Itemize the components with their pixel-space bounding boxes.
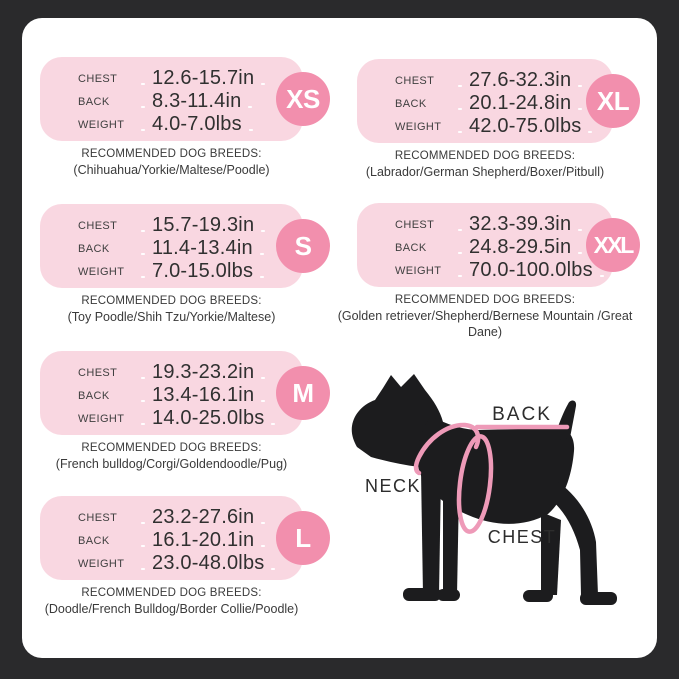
back-value: 11.4-13.4in bbox=[152, 237, 253, 259]
recommended-heading: RECOMMENDED DOG BREEDS: bbox=[81, 295, 262, 307]
leader-dots bbox=[588, 131, 592, 133]
weight-label: WEIGHT bbox=[395, 264, 442, 277]
leader-dots bbox=[141, 129, 145, 131]
recommended-heading: RECOMMENDED DOG BREEDS: bbox=[81, 148, 262, 160]
back-value: 13.4-16.1in bbox=[152, 384, 255, 406]
breed-list: (Toy Poodle/Shih Tzu/Yorkie/Maltese) bbox=[67, 310, 276, 324]
size-badge-s: S bbox=[276, 219, 330, 273]
leader-dots bbox=[141, 522, 145, 524]
back-diagram-label: BACK bbox=[492, 404, 552, 425]
weight-label: WEIGHT bbox=[78, 557, 125, 570]
chest-label: CHEST bbox=[78, 366, 118, 379]
leader-dots bbox=[141, 545, 145, 547]
weight-value: 4.0-7.0lbs bbox=[152, 113, 242, 135]
leader-dots bbox=[578, 85, 582, 87]
measure-row-chest bbox=[357, 213, 613, 236]
breed-list: (French bulldog/Corgi/Goldendoodle/Pug) bbox=[55, 457, 288, 471]
chest-label: CHEST bbox=[395, 74, 435, 87]
size-card-xxl bbox=[357, 203, 633, 287]
breed-caption-l bbox=[14, 587, 329, 617]
measure-row-back bbox=[40, 237, 303, 260]
measure-row-chest bbox=[357, 69, 613, 92]
weight-value: 42.0-75.0lbs bbox=[469, 115, 582, 137]
measure-row-weight bbox=[357, 259, 613, 282]
size-badge-xs: XS bbox=[276, 72, 330, 126]
leader-dots bbox=[458, 229, 462, 231]
size-card-l bbox=[40, 496, 311, 580]
leader-dots bbox=[141, 400, 145, 402]
breed-caption-s bbox=[14, 295, 329, 325]
breed-caption-xs bbox=[14, 148, 329, 178]
measure-row-weight bbox=[40, 260, 303, 283]
leader-dots bbox=[261, 230, 265, 232]
breed-caption-xxl bbox=[331, 294, 639, 341]
leader-dots bbox=[458, 108, 462, 110]
chest-label: CHEST bbox=[78, 72, 118, 85]
size-card-xs bbox=[40, 57, 320, 141]
chest-diagram-label: CHEST bbox=[487, 527, 557, 547]
leader-dots bbox=[260, 276, 264, 278]
measure-row-back bbox=[40, 90, 303, 113]
measure-row-weight bbox=[40, 113, 303, 136]
dog-diagram-svg bbox=[345, 362, 657, 652]
leader-dots bbox=[261, 545, 265, 547]
measure-row-chest bbox=[40, 361, 303, 384]
weight-value: 70.0-100.0lbs bbox=[469, 259, 593, 281]
leader-dots bbox=[261, 83, 265, 85]
measure-row-weight bbox=[40, 552, 303, 575]
measure-row-weight bbox=[40, 407, 303, 430]
weight-value: 14.0-25.0lbs bbox=[152, 407, 265, 429]
back-value: 20.1-24.8in bbox=[469, 92, 572, 114]
measure-row-back bbox=[40, 384, 303, 407]
leader-dots bbox=[141, 230, 145, 232]
back-label: BACK bbox=[78, 95, 110, 108]
recommended-heading: RECOMMENDED DOG BREEDS: bbox=[394, 294, 576, 306]
breed-list: (Chihuahua/Yorkie/Maltese/Poodle) bbox=[73, 163, 270, 177]
leader-dots bbox=[261, 377, 265, 379]
measure-row-back bbox=[357, 236, 613, 259]
back-label: BACK bbox=[78, 534, 110, 547]
chest-value: 12.6-15.7in bbox=[152, 67, 255, 89]
dog-measure-diagram bbox=[345, 362, 657, 652]
leader-dots bbox=[578, 252, 582, 254]
back-label: BACK bbox=[395, 241, 427, 254]
leader-dots bbox=[261, 400, 265, 402]
size-block-l bbox=[40, 496, 311, 617]
leader-dots bbox=[141, 83, 145, 85]
leader-dots bbox=[458, 85, 462, 87]
chest-label: CHEST bbox=[78, 219, 118, 232]
back-label: BACK bbox=[78, 389, 110, 402]
chest-value: 15.7-19.3in bbox=[152, 214, 255, 236]
leader-dots bbox=[271, 568, 275, 570]
chest-label: CHEST bbox=[395, 218, 435, 231]
breed-caption-xl bbox=[331, 150, 639, 180]
size-block-xs bbox=[40, 57, 320, 178]
size-badge-l: L bbox=[276, 511, 330, 565]
leader-dots bbox=[458, 131, 462, 133]
leader-dots bbox=[458, 252, 462, 254]
size-card-m bbox=[40, 351, 314, 435]
weight-value: 7.0-15.0lbs bbox=[152, 260, 254, 282]
size-block-s bbox=[40, 204, 312, 325]
breed-caption-m bbox=[14, 442, 329, 472]
size-card-xl bbox=[357, 59, 630, 143]
chest-value: 23.2-27.6in bbox=[152, 506, 255, 528]
back-value: 16.1-20.1in bbox=[152, 529, 255, 551]
breed-list: (Doodle/French Bulldog/Border Collie/Poodle) bbox=[44, 602, 299, 616]
back-value: 24.8-29.5in bbox=[469, 236, 572, 258]
recommended-heading: RECOMMENDED DOG BREEDS: bbox=[394, 150, 576, 162]
chest-label: CHEST bbox=[78, 511, 118, 524]
weight-value: 23.0-48.0lbs bbox=[152, 552, 265, 574]
measure-row-back bbox=[40, 529, 303, 552]
weight-label: WEIGHT bbox=[78, 118, 125, 131]
leader-dots bbox=[141, 568, 145, 570]
back-label: BACK bbox=[395, 97, 427, 110]
size-badge-xxl: XXL bbox=[586, 218, 640, 272]
leader-dots bbox=[141, 377, 145, 379]
leader-dots bbox=[261, 522, 265, 524]
measure-row-weight bbox=[357, 115, 613, 138]
leader-dots bbox=[141, 106, 145, 108]
leader-dots bbox=[248, 106, 252, 108]
neck-diagram-label: NECK bbox=[364, 476, 422, 496]
chest-value: 32.3-39.3in bbox=[469, 213, 572, 235]
weight-label: WEIGHT bbox=[78, 265, 125, 278]
chest-value: 27.6-32.3in bbox=[469, 69, 572, 91]
measure-row-back bbox=[357, 92, 613, 115]
measure-row-chest bbox=[40, 214, 303, 237]
size-block-m bbox=[40, 351, 314, 472]
weight-label: WEIGHT bbox=[395, 120, 442, 133]
size-card-s bbox=[40, 204, 312, 288]
chest-value: 19.3-23.2in bbox=[152, 361, 255, 383]
leader-dots bbox=[600, 275, 604, 277]
leader-dots bbox=[141, 276, 145, 278]
leader-dots bbox=[249, 129, 253, 131]
leader-dots bbox=[141, 423, 145, 425]
leader-dots bbox=[141, 253, 145, 255]
measure-row-chest bbox=[40, 67, 303, 90]
size-badge-m: M bbox=[276, 366, 330, 420]
leader-dots bbox=[271, 423, 275, 425]
size-badge-xl: XL bbox=[586, 74, 640, 128]
leader-dots bbox=[578, 108, 582, 110]
leader-dots bbox=[578, 229, 582, 231]
breed-list: (Labrador/German Shepherd/Boxer/Pitbull) bbox=[365, 165, 605, 179]
back-value: 8.3-11.4in bbox=[152, 90, 242, 112]
weight-label: WEIGHT bbox=[78, 412, 125, 425]
breed-list: (Golden retriever/Shepherd/Bernese Mountain /Great Dane) bbox=[337, 309, 633, 340]
back-label: BACK bbox=[78, 242, 110, 255]
size-block-xxl bbox=[337, 203, 633, 341]
recommended-heading: RECOMMENDED DOG BREEDS: bbox=[81, 587, 262, 599]
recommended-heading: RECOMMENDED DOG BREEDS: bbox=[81, 442, 262, 454]
leader-dots bbox=[260, 253, 264, 255]
size-block-xl bbox=[357, 59, 630, 180]
leader-dots bbox=[458, 275, 462, 277]
measure-row-chest bbox=[40, 506, 303, 529]
